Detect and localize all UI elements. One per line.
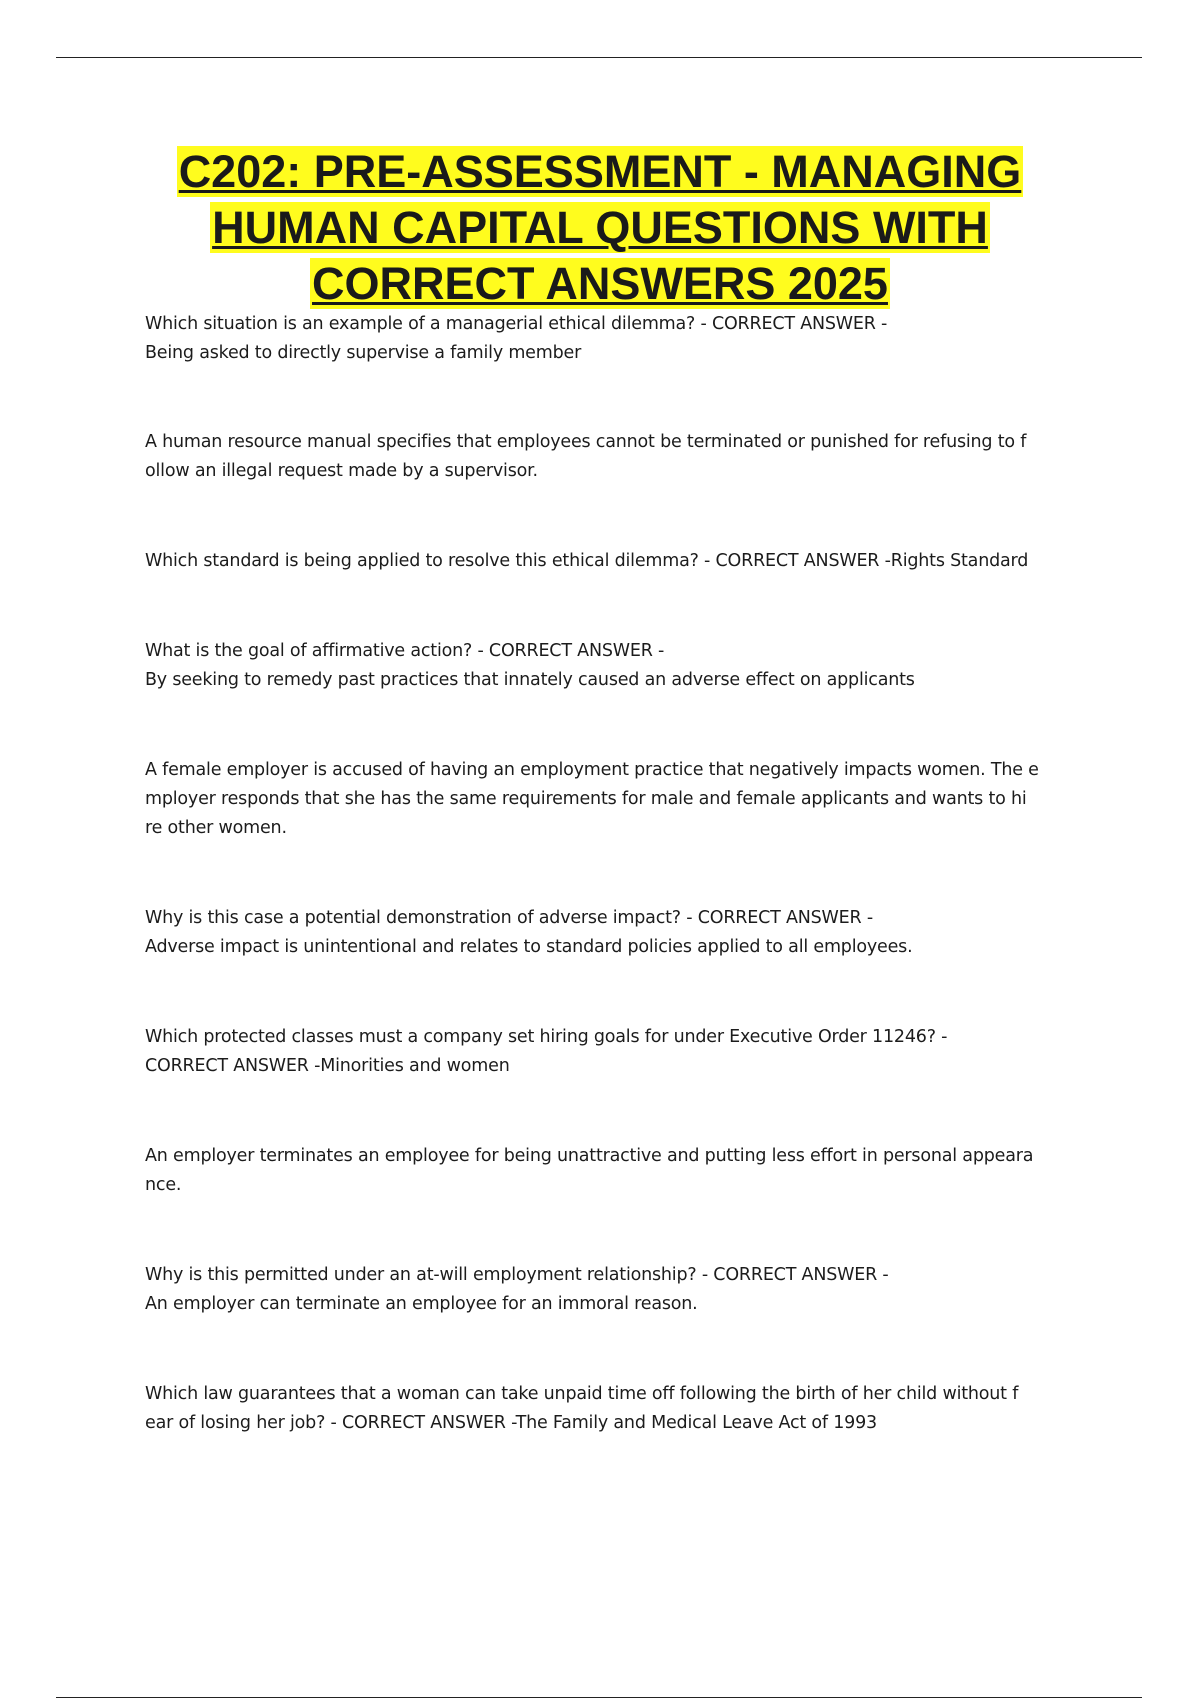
top-rule <box>56 57 1142 58</box>
qa-paragraph-7: Which law guarantees that a woman can take unpaid time off following the birth of her child without f ear of losing her job? - CORRECT ANSWER -The Family and Medical Leave Act of 1993 <box>145 1384 1019 1433</box>
scenario-paragraph-3: An employer terminates an employee for being unattractive and putting less effort in personal appeara nce. <box>145 1146 1034 1195</box>
qa-paragraph-3: What is the goal of affirmative action? - CORRECT ANSWER - By seeking to remedy past practices that innately caused an adverse effect on applicants <box>145 641 915 690</box>
scenario-paragraph-1: A human resource manual specifies that employees cannot be terminated or punished for refusing to f ollow an illegal request made by a supervisor. <box>145 432 1027 481</box>
qa-paragraph-6: Why is this permitted under an at-will employment relationship? - CORRECT ANSWER - An employer can terminate an employee for an immoral reason. <box>145 1265 889 1314</box>
qa-paragraph-2: Which standard is being applied to resolve this ethical dilemma? - CORRECT ANSWER -Rights Standard <box>145 551 1029 571</box>
qa-paragraph-1: Which situation is an example of a managerial ethical dilemma? - CORRECT ANSWER - Being asked to directly supervise a family member <box>145 314 888 363</box>
scenario-paragraph-2: A female employer is accused of having an employment practice that negatively impacts women. The e mployer responds that she has the same requirements for male and female applicants and wants to hi re other women. <box>145 760 1039 838</box>
qa-paragraph-4: Why is this case a potential demonstration of adverse impact? - CORRECT ANSWER - Adverse impact is unintentional and relates to standard policies applied to all employees. <box>145 908 913 957</box>
qa-paragraph-5: Which protected classes must a company set hiring goals for under Executive Order 11246? - CORRECT ANSWER -Minorities and women <box>145 1027 948 1076</box>
title-line-3: CORRECT ANSWERS 2025 <box>312 258 888 309</box>
title-line-1: C202: PRE-ASSESSMENT - MANAGING <box>178 146 1022 197</box>
title-line-2: HUMAN CAPITAL QUESTIONS WITH <box>212 202 988 253</box>
document-body <box>145 310 1090 1438</box>
bottom-rule <box>56 1697 1142 1698</box>
document-title <box>0 144 1200 312</box>
